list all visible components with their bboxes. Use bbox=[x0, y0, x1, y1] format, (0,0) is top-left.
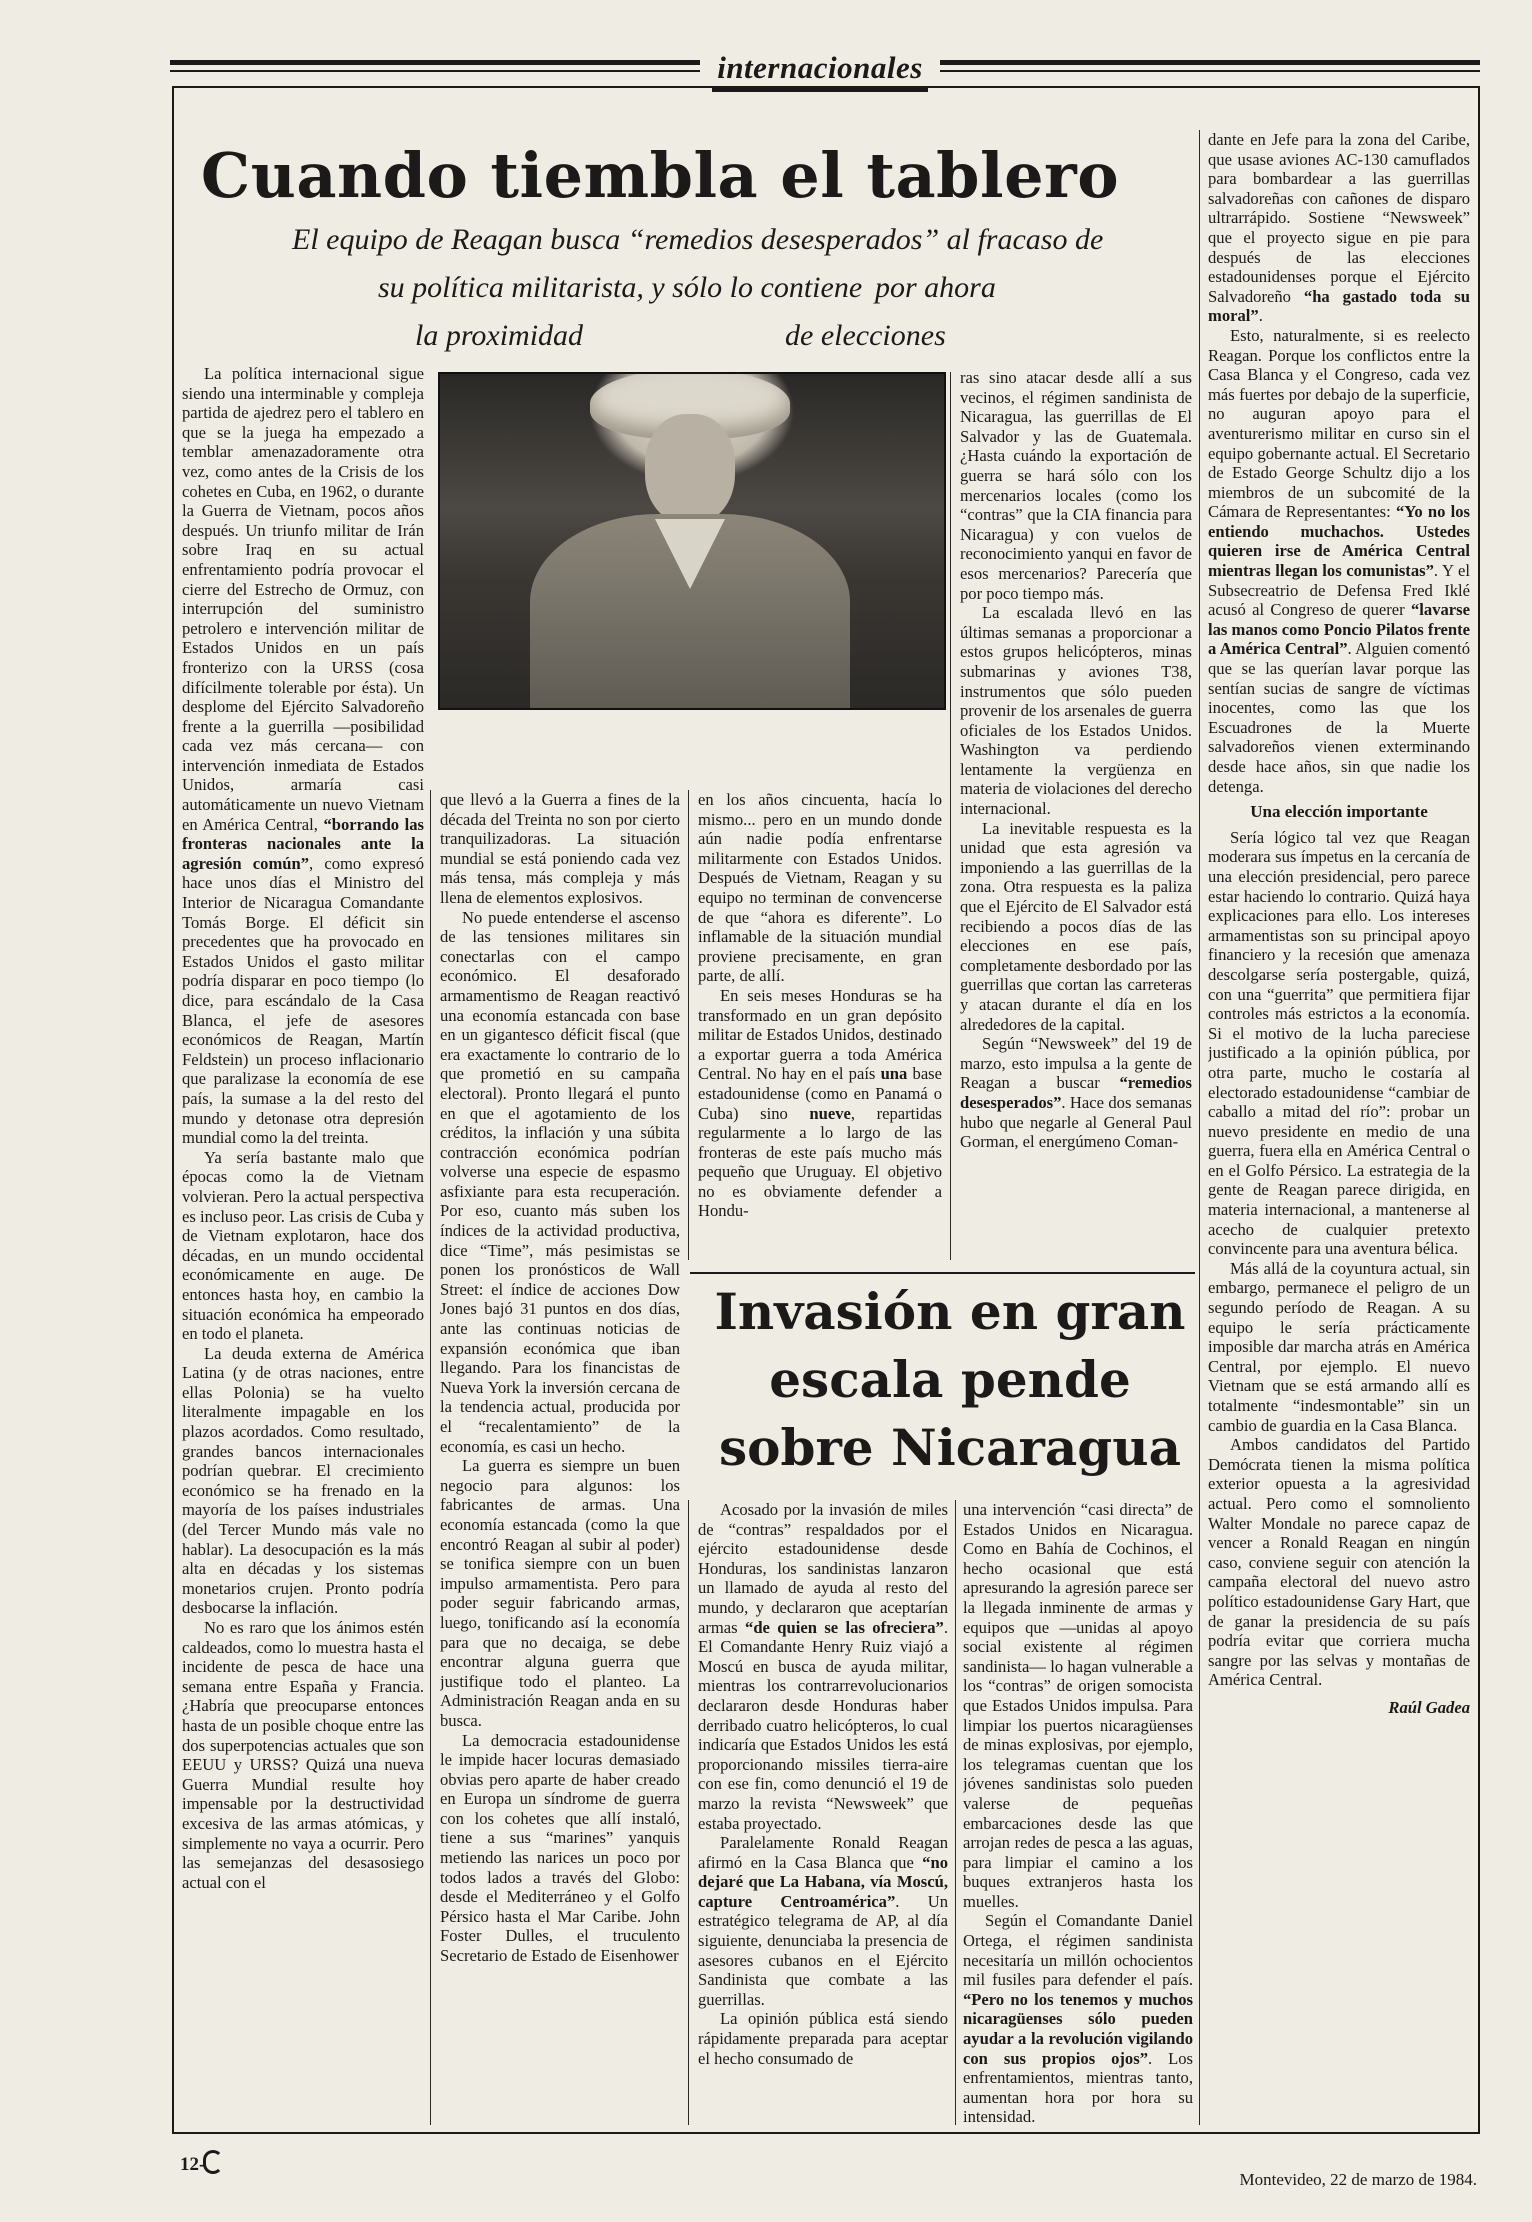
article-column-1: La política internacional sigue siendo una interminable y compleja partida de ajedrez pero el tablero en que se la juega ha empezado a temblar amenazadoramente otra vez, como antes de la Crisis de los cohetes en Cuba, en 1962, o durante la Guerra de Vietnam, pocos años después. Un triunfo militar de Irán sobre Iraq en su actual enfrentamiento podría provocar el cierre del Estrecho de Ormuz, con interrupción del suministro petrolero e intervención militar de Estados Unidos en un país fronterizo con la URSS (cosa difícilmente tolerable por ésta). Un desplome del Ejército Salvadoreño frente a la guerrilla —posibilidad cada vez más cercana— con intervención inmediata de Estados Unidos, armaría casi automáticamente un nuevo Vietnam en América Central, “borrando las fronteras nacionales ante la agresión común”, como expresó hace unos días el Ministro del Interior de Nicaragua Comandante Tomás Borge. El déficit sin precedentes que ha provocado en Estados Unidos el gasto militar podría disparar en poco tiempo (lo dice, para escándalo de la Casa Blanca, el jefe de asesores económicos de Reagan, Martín Feldstein) un proceso inflacionario que paralizase la economía de ese país, la sumase a la del resto del mundo y detonase otra depresión mundial como la del treinta. Ya sería bastante malo que épocas como la de Vietnam volvieran. Pero la actual perspectiva es incluso peor. Las crisis de Cuba y de Vietnam explotaron, hace dos décadas, en un mundo occidental económicamente en auge. De entonces hasta hoy, en cambio la situación económica ha empeorado en todo el planeta. La deuda externa de América Latina (y de otras naciones, entre ellas Polonia) se ha vuelto literalmente impagable en los plazos acordados. Como resultado, grandes bancos internacionales podrían quebrar. El crecimiento económico se ha frenado en la mayoría de los países industriales (del Tercer Mundo más vale no hablar). La desocupación es la más alta en décadas y los sistemas monetarios crujen. Pronto podría desbocarse la inflación. No es raro que los ánimos estén caldeados, como lo muestra hasta el incidente de pesca de hace una semana entre España y Francia. ¿Habría que preocuparse entonces hasta de un posible choque entre las dos superpotencias actuales que son EEUU y URSS? Quizá una nueva Guerra Mundial resulte hoy impensable por la destructividad excesiva de las armas atómicas, y simplemente no vaya a ocurrir. Pero las semejanzas del desasosiego actual con el bbox=[182, 364, 424, 1892]
main-headline: Cuando tiembla el tablero bbox=[200, 139, 1120, 212]
column-rule bbox=[688, 790, 689, 1260]
deck-line-2: su política militarista, y sólo lo contiene bbox=[378, 271, 863, 304]
column-rule bbox=[430, 790, 431, 2125]
column-rule bbox=[688, 1500, 689, 2125]
deck-line-1: El equipo de Reagan busca “remedios desesperados” al fracaso de bbox=[292, 223, 1104, 256]
reagan-photo bbox=[438, 372, 946, 710]
dateline: Montevideo, 22 de marzo de 1984. bbox=[1239, 2170, 1477, 2189]
deck-line-3: por ahora bbox=[875, 271, 996, 304]
article-column-2: que llevó a la Guerra a fines de la década del Treinta no son por cierto tranquilizadoras. La situación mundial se está poniendo cada vez más tensa, más compleja y más llena de elementos explosivos. No puede entenderse el ascenso de las tensiones militares sin conectarlas con el campo económico. El desaforado armamentismo de Reagan reactivó una economía estancada con base en un gigantesco déficit fiscal (que era exactamente lo contrario de lo que prometió en su campaña electoral). Pronto llegará el punto en que el agotamiento de los créditos, la inflación y una súbita contracción económica podrían volverse una especie de espasmo asfixiante para esta recuperación. Por eso, cuanto más suben los índices de la actividad productiva, dice “Time”, más pesimistas se ponen los pronósticos de Wall Street: el índice de acciones Dow Jones bajó 31 puntos en dos días, ante las continuas noticias de expansión económica que iban llegando. Para los financistas de Nueva York la inversión cercana de la tendencia actual, producida por el “recalentamiento” de la economía, es casi un hecho. La guerra es siempre un buen negocio para algunos: los fabricantes de armas. Una economía estancada (como la que encontró Reagan al subir al poder) se tonifica siempre con un buen impulso armamentista. Pero para poder seguir fabricando armas, luego, tonificando así la economía para que no decaiga, se debe encontrar alguna guerra que justifique todo el planteo. La Administración Reagan anda en su busca. La democracia estadounidense le impide hacer locuras demasiado obvias pero aparte de haber creado en Europa un síndrome de guerra con los cohetes que allí instaló, tiene a sus “marines” yanquis metiendo las narices un poco por todos lados a través del Globo: desde el Mediterráneo y el Golfo Pérsico hasta el Mar Caribe. John Foster Dulles, el truculento Secretario de Estado de Eisenhower bbox=[440, 790, 680, 1966]
column-rule bbox=[955, 1500, 956, 2125]
article-column-7: una intervención “casi directa” de Estados Unidos en Nicaragua. Como en Bahía de Cochinos, el hecho ocasional que está apresurando la agresión parece ser la llegada inminente de armas y equipos que —unidas al apoyo social existente al régimen sandinista— lo hagan vulnerable a los “contras” de origen somocista que Estados Unidos impulsa. Para limpiar los puertos nicaragüenses de minas explosivas, por ejemplo, los telegramas cuentan que los jóvenes sandinistas solo pueden valerse de pequeñas embarcaciones desde las que arrojan redes de pesca a las aguas, para limpiar el camino a los buques extranjeros hasta los muelles. Según el Comandante Daniel Ortega, el régimen sandinista necesitaría un millón ochocientos mil fusiles para defender el país. “Pero no los tenemos y muchos nicaragüenses sólo pueden ayudar a la revolución vigilando con sus propios ojos”. Los enfrentamientos, mientras tanto, aumentan hora por hora su intensidad. bbox=[963, 1500, 1193, 2127]
article-column-4: ras sino atacar desde allí a sus vecinos, el régimen sandinista de Nicaragua, las guerrillas de El Salvador y las de Guatemala. ¿Hasta cuándo la exportación de guerra se hará sólo con los mercenarios locales (como los “contras” que la CIA financia para Nicaragua) y con vuelos de reconocimiento yanqui en favor de esos mercenarios? Parecería que por poco tiempo más. La escalada llevó en las últimas semanas a proporcionar a estos grupos helicópteros, minas submarinas y aviones T38, instrumentos que sólo pueden provenir de los arsenales de guerra oficiales de los Estados Unidos. Washington va perdiendo lentamente la vergüenza en materia de violaciones del derecho internacional. La inevitable respuesta es la unidad que esta agresión va imponiendo a las guerrillas de la zona. Otra respuesta es la paliza que el Ejército de El Salvador está recibiendo a pocos días de las elecciones en ese país, completamente desbordado por las guerrillas que cortan las carreteras y atacan durante el día en los alrededores de la capital. Según “Newsweek” del 19 de marzo, esto impulsa a la gente de Reagan a buscar “remedios desesperados”. Hace dos semanas hubo que negarle al General Paul Gorman, el energúmeno Coman- bbox=[960, 368, 1192, 1152]
byline: Raúl Gadea bbox=[1388, 1697, 1470, 1717]
section-label: internacionales bbox=[700, 50, 940, 86]
headline2-rule bbox=[690, 1272, 1195, 1274]
deck-line-5: de elecciones bbox=[785, 319, 946, 352]
secondary-headline: Invasión en gran escala pende sobre Nicaragua bbox=[714, 1282, 1186, 1477]
article-column-5: dante en Jefe para la zona del Caribe, que usase aviones AC-130 camuflados para bombardear a las guerrillas salvadoreñas con cañones de disparo ultrarrápido. Sostiene “Newsweek” que el proyecto sigue en pie para después de las elecciones estadounidenses porque el Ejército Salvadoreño “ha gastado toda su moral”. Esto, naturalmente, si es reelecto Reagan. Porque los conflictos entre la Casa Blanca y el Congreso, cada vez más fuertes por debajo de la superficie, no auguran apoyo para el aventurerismo militar en curso sin el equipo gobernante actual. El Secretario de Estado George Schultz dijo a los miembros de un subcomité de la Cámara de Representantes: “Yo no los entiendo muchachos. Ustedes quieren irse de América Central mientras llegan los comunistas”. Y el Subsecreatrio de Defensa Fred Iklé acusó al Congreso de querer “lavarse las manos como Poncio Pilatos frente a América Central”. Alguien comentó que se las querían lavar porque las sentían sucias de sangre de víctimas inocentes, como las que los Escuadrones de la Muerte salvadoreños vienen exterminando desde hace años, sin que nadie los detenga. Una elección importante Sería lógico tal vez que Reagan moderara sus ímpetus en la cercanía de una elección presidencial, pero parece estar haciendo lo contrario. Quizá haya explicaciones para ello. Los intereses armamentistas son su principal apoyo financiero y la recesión que amenaza descolgarse sería postergable, quizá, con una “guerrita” que permitiera fijar controles más estrictos a la economía. Si el motivo de la lucha pareciese justificado a la opinión pública, por otra parte, mucho le costaría al electorado estadounidense “cambiar de caballo a mitad del río”: probar un nuevo presidente en medio de una guerra, fuera ella en América Central o en el Golfo Pérsico. La estrategia de la gente de Reagan parece dirigida, en materia internacional, a mantenerse al acecho de cualquier pretexto convincente para una aventura bélica. Más allá de la coyuntura actual, sin embargo, permanece el peligro de un segundo período de Reagan. A su equipo le sería prácticamente imposible dar marcha atrás en América Central, por ejemplo. El nuevo Vietnam que se está armando allí es totalmente “indesmontable” sin un cambio de guardia en la Casa Blanca. Ambos candidatos del Partido Demócrata tienen la misma política exterior opuesta a la agresividad actual. Pero como el somnoliento Walter Mondale no parece capaz de vencer a Ronald Reagan en ningún caso, conviene seguir con atención la campaña electoral del nuevo astro político estadounidense Gary Hart, que de ganar la presidencia de su país podría evitar que corriera mucha sangre por las selvas y montañas de América Central. Raúl Gadea bbox=[1208, 130, 1470, 1717]
column-rule bbox=[950, 372, 951, 1260]
page-number: 12- bbox=[180, 2154, 206, 2175]
deck-line-4: la proximidad bbox=[415, 319, 584, 352]
photo-face bbox=[645, 414, 735, 524]
column-rule bbox=[1199, 130, 1200, 2125]
subhead-elecciones: Una elección importante bbox=[1250, 802, 1428, 822]
article-column-3: en los años cincuenta, hacía lo mismo... pero en un mundo donde aún nadie podía enfrentarse militarmente con Estados Unidos. Después de Vietnam, Reagan y su equipo no terminan de convencerse de que “ahora es diferente”. Lo inflamable de la situación mundial proviene precisamente, en gran parte, de allí. En seis meses Honduras se ha transformado en un gran depósito militar de Estados Unidos, destinado a exportar guerra a toda América Central. No hay en el país una base estadounidense (como en Panamá o Cuba) sino nueve, repartidas regularmente a lo largo de las fronteras de este país mucho más pequeño que Uruguay. El objetivo no es obviamente defender a Hondu- bbox=[698, 790, 942, 1221]
publication-logo-icon bbox=[203, 2150, 223, 2174]
article-column-6: Acosado por la invasión de miles de “contras” respaldados por el ejército estadounidense desde Honduras, los sandinistas lanzaron un llamado de ayuda al resto del mundo, y declararon que aceptarían armas “de quien se las ofreciera”. El Comandante Henry Ruiz viajó a Moscú en busca de ayuda militar, mientras los contrarrevolucionarios declararon desde Honduras haber derribado cuatro helicópteros, lo cual indicaría que Estados Unidos les está proporcionando missiles tierra-aire con ese fin, como denunció el 19 de marzo la revista “Newsweek” que estaba proyectado. Paralelamente Ronald Reagan afirmó en la Casa Blanca que “no dejaré que La Habana, vía Moscú, capture Centroamérica”. Un estratégico telegrama de AP, al día siguiente, denunciaba la presencia de asesores cubanos en el Ejército Sandinista que combate a las guerrillas. La opinión pública está siendo rápidamente preparada para aceptar el hecho consumado de bbox=[698, 1500, 948, 2068]
